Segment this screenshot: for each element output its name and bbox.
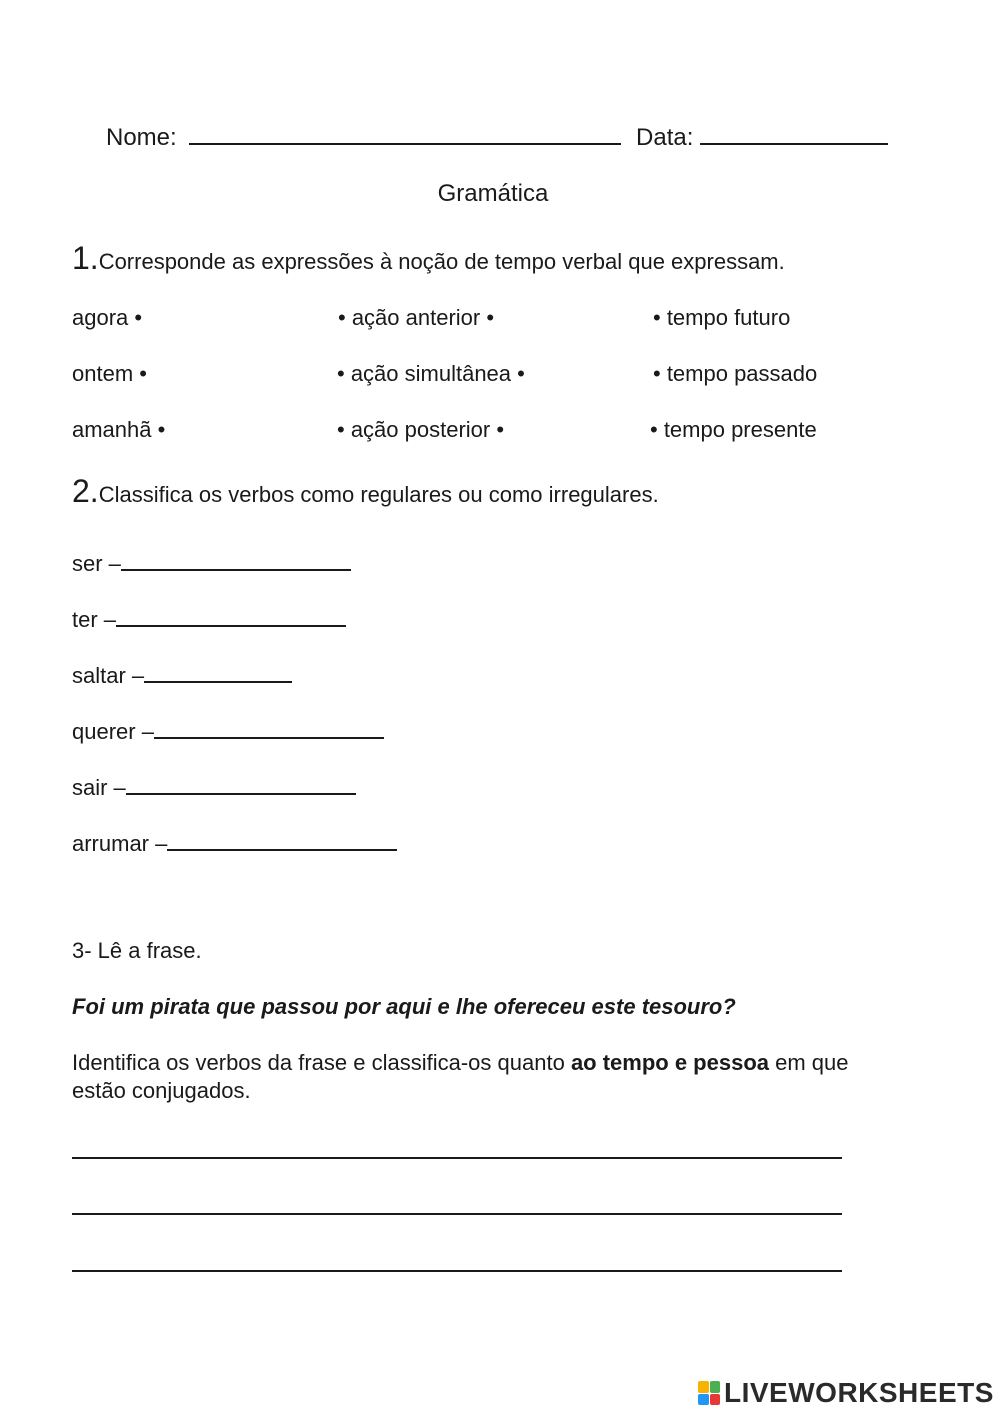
q3-instruction	[72, 1049, 902, 1105]
date-input[interactable]	[700, 121, 888, 145]
verb-answer-input[interactable]	[126, 771, 356, 795]
q1-col2-item[interactable]: • ação anterior •	[338, 305, 495, 330]
answer-line-input[interactable]	[72, 1157, 842, 1159]
verb-label: ser –	[72, 551, 121, 576]
q3-heading: 3- Lê a frase.	[72, 938, 202, 963]
q1-col2-item[interactable]: • ação simultânea •	[337, 361, 525, 386]
verb-answer-input[interactable]	[116, 603, 346, 627]
verb-answer-input[interactable]	[154, 715, 384, 739]
verb-label: ter –	[72, 607, 117, 632]
brand-name: LIVEWORKSHEETS	[724, 1377, 994, 1408]
logo-square	[698, 1394, 709, 1406]
q1-col1-item[interactable]: agora •	[72, 305, 143, 330]
q3-instruction-part1: Identifica os verbos da frase e classifica-os quanto	[72, 1050, 571, 1075]
q2-prompt	[72, 473, 659, 510]
liveworksheets-logo	[698, 1378, 994, 1408]
q2-number: 2.	[72, 473, 99, 509]
q1-col1-item[interactable]: amanhã •	[72, 417, 166, 442]
name-label: Nome:	[106, 124, 177, 151]
verb-answer-input[interactable]	[144, 659, 292, 683]
logo-square	[698, 1381, 709, 1393]
q1-col3-item[interactable]: • tempo futuro	[653, 305, 791, 330]
q3-sentence: Foi um pirata que passou por aqui e lhe ofereceu este tesouro?	[72, 994, 736, 1019]
verb-row	[72, 771, 356, 801]
verb-row	[72, 547, 351, 577]
logo-square	[710, 1394, 721, 1406]
verb-label: querer –	[72, 719, 154, 744]
verb-row	[72, 715, 384, 745]
q1-col2-item[interactable]: • ação posterior •	[337, 417, 505, 442]
q1-col3-item[interactable]: • tempo presente	[650, 417, 817, 442]
q1-col1-item[interactable]: ontem •	[72, 361, 147, 386]
q1-prompt	[72, 240, 785, 277]
name-input[interactable]	[189, 121, 621, 145]
verb-row	[72, 659, 292, 689]
q1-col3-item[interactable]: • tempo passado	[653, 361, 818, 386]
logo-square	[710, 1381, 721, 1393]
answer-line-input[interactable]	[72, 1213, 842, 1215]
verb-label: saltar –	[72, 663, 145, 688]
page-title: Gramática	[437, 180, 549, 207]
date-label: Data:	[636, 124, 694, 151]
verb-row	[72, 603, 346, 633]
name-field	[106, 121, 888, 152]
q1-text: Corresponde as expressões à noção de tempo verbal que expressam.	[98, 249, 785, 274]
answer-line-input[interactable]	[72, 1270, 842, 1272]
q2-text: Classifica os verbos como regulares ou como irregulares.	[98, 482, 659, 507]
verb-answer-input[interactable]	[121, 547, 351, 571]
verb-label: sair –	[72, 775, 126, 800]
verb-label: arrumar –	[72, 831, 168, 856]
logo-mark-icon	[698, 1381, 720, 1405]
q1-number: 1.	[72, 240, 99, 276]
q3-instruction-part2: em que estão conjugados.	[72, 1050, 849, 1103]
verb-row	[72, 827, 397, 857]
q3-instruction-bold: ao tempo e pessoa	[570, 1050, 770, 1075]
verb-answer-input[interactable]	[167, 827, 397, 851]
